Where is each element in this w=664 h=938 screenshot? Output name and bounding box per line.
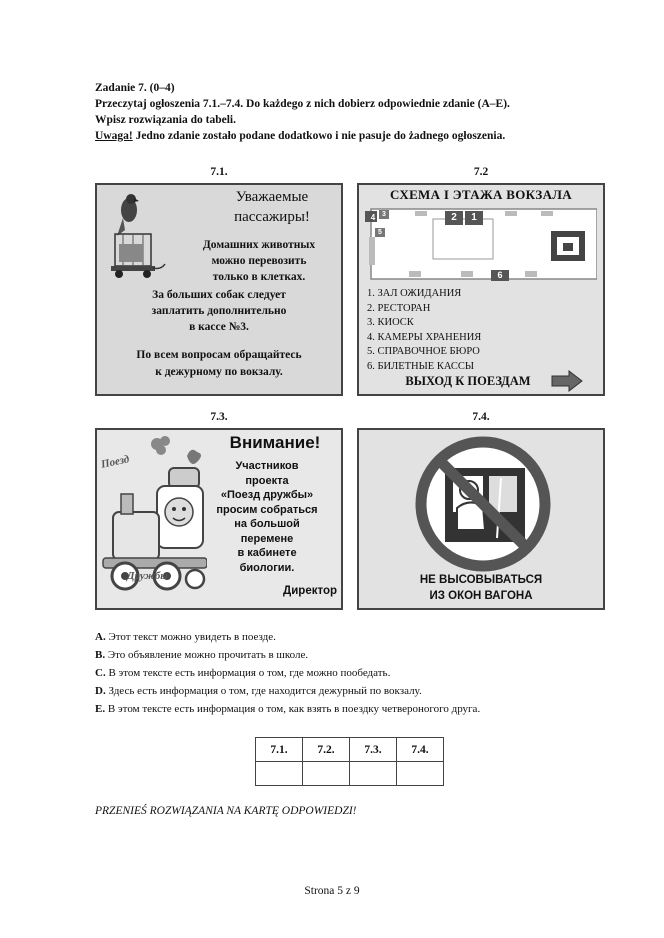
- notice-pets-line-5: только в клетках.: [212, 271, 306, 283]
- warning-text: Jedno zdanie zostało podane dodatkowo i nie pasuje do żadnego ogłoszenia.: [132, 130, 506, 142]
- notice-pets: [95, 183, 343, 396]
- answer-table: [255, 737, 444, 786]
- task-warning: [95, 128, 615, 144]
- notice-pets-line-4: можно перевозить: [211, 255, 307, 267]
- panel-label-7-4: 7.4.: [472, 411, 490, 423]
- station-plan-title: СХЕМА I ЭТАЖА ВОКЗАЛА: [390, 187, 572, 202]
- map-number-3: 3: [382, 211, 386, 218]
- page-number: Strona 5 z 9: [304, 885, 360, 897]
- no-leaning-line-1: НЕ ВЫСОВЫВАТЬСЯ: [419, 574, 543, 586]
- map-number-6: 6: [497, 270, 503, 280]
- notice-signature: Директор: [283, 585, 337, 597]
- notice-pets-line-1: Уважаемые: [235, 189, 309, 205]
- task-title: Zadanie 7. (0–4): [95, 82, 175, 94]
- option-a: [95, 628, 615, 646]
- option-letter: C.: [95, 667, 106, 679]
- legend-item: 2. РЕСТОРАН: [367, 302, 431, 314]
- notice-station-plan: [357, 183, 605, 396]
- notice-attention-title: Внимание!: [229, 433, 321, 452]
- parrot-cage-icon: [105, 190, 167, 282]
- option-text: В этом тексте есть информация о том, где можно пообедать.: [108, 667, 391, 679]
- task-instruction-2: Wpisz rozwiązania do tabeli.: [95, 114, 236, 126]
- warning-label: Uwaga!: [95, 130, 133, 142]
- notice-pets-line-2: пассажиры!: [234, 209, 310, 225]
- notice-train-body: [205, 459, 329, 575]
- notice-pets-line-8: в кассе №3.: [189, 321, 249, 333]
- notice-train-line: проекта: [245, 474, 289, 487]
- answer-table-input-row: [256, 762, 444, 786]
- station-plan-legend: [367, 287, 481, 374]
- option-c: [95, 664, 615, 682]
- legend-item: 5. СПРАВОЧНОЕ БЮРО: [367, 346, 480, 357]
- train-word-poezd: Поезд: [100, 453, 131, 471]
- answer-header-7-1: 7.1.: [256, 738, 303, 762]
- option-d: [95, 682, 615, 700]
- option-letter: B.: [95, 649, 106, 661]
- arrow-right-icon: [551, 370, 583, 392]
- task-header: [95, 80, 615, 144]
- panel-label-7-2: 7.2: [473, 166, 489, 178]
- no-leaning-line-2: ИЗ ОКОН ВАГОНА: [429, 590, 533, 602]
- notice-train-line: Участников: [235, 460, 299, 472]
- prohibition-sign-icon: [413, 434, 553, 574]
- option-letter: A.: [95, 631, 106, 643]
- answer-table-header-row: [256, 738, 444, 762]
- legend-item: 1. ЗАЛ ОЖИДАНИЯ: [367, 288, 462, 299]
- option-letter: D.: [95, 685, 106, 697]
- map-number-4: 4: [370, 213, 376, 222]
- exit-to-trains: ВЫХОД К ПОЕЗДАМ: [405, 374, 531, 388]
- legend-item: 4. КАМЕРЫ ХРАНЕНИЯ: [367, 331, 482, 343]
- notice-pets-line-3: Домашних животных: [202, 239, 316, 251]
- option-text: Этот текст можно увидеть в поезде.: [108, 631, 276, 643]
- notice-train-line: перемене: [240, 532, 294, 545]
- legend-item: 6. БИЛЕТНЫЕ КАССЫ: [367, 360, 475, 372]
- task-instruction: Przeczytaj ogłoszenia 7.1.–7.4. Do każdego z nich dobierz odpowiednie zdanie (A–E).: [95, 98, 510, 110]
- option-text: В этом тексте есть информация о том, как взять в поездку четвероногого друга.: [107, 703, 481, 715]
- answer-cell-7-4[interactable]: [397, 762, 444, 786]
- option-e: [95, 700, 615, 718]
- answer-header-7-2: 7.2.: [303, 738, 350, 762]
- notice-train-line: в кабинете: [237, 547, 297, 559]
- legend-item: 3. КИОСК: [367, 317, 414, 328]
- answer-cell-7-1[interactable]: [256, 762, 303, 786]
- notice-train-line: на большой: [234, 518, 300, 530]
- option-text: Здесь есть информация о том, где находится дежурный по вокзалу.: [108, 685, 422, 697]
- option-text: Это объявление можно прочитать в школе.: [107, 649, 309, 661]
- option-b: [95, 646, 615, 664]
- notice-pets-line-6: За больших собак следует: [152, 289, 286, 301]
- answer-header-7-3: 7.3.: [350, 738, 397, 762]
- answer-header-7-4: 7.4.: [397, 738, 444, 762]
- notice-train-line: просим собраться: [216, 503, 318, 516]
- notice-pets-line-10: к дежурному по вокзалу.: [155, 366, 283, 378]
- answer-cell-7-2[interactable]: [303, 762, 350, 786]
- notice-no-leaning: [357, 428, 605, 610]
- panel-label-7-1: 7.1.: [210, 166, 228, 178]
- transfer-instruction: PRZENIEŚ ROZWIĄZANIA NA KARTĘ ODPOWIEDZI!: [95, 805, 357, 817]
- map-number-5: 5: [378, 229, 382, 236]
- notice-train-line: биологии.: [239, 561, 295, 574]
- map-number-1: 1: [471, 212, 477, 223]
- answer-cell-7-3[interactable]: [350, 762, 397, 786]
- panel-label-7-3: 7.3.: [210, 411, 228, 423]
- train-word-druzhby: Дружбы: [127, 570, 168, 582]
- map-number-2: 2: [451, 212, 457, 223]
- notice-pets-line-7: заплатить дополнительно: [151, 305, 287, 317]
- option-letter: E.: [95, 703, 106, 715]
- notice-pets-line-9: По всем вопросам обращайтесь: [136, 349, 302, 361]
- notice-friendship-train: [95, 428, 343, 610]
- answer-options: [95, 628, 615, 718]
- notice-train-line: «Поезд дружбы»: [220, 489, 314, 501]
